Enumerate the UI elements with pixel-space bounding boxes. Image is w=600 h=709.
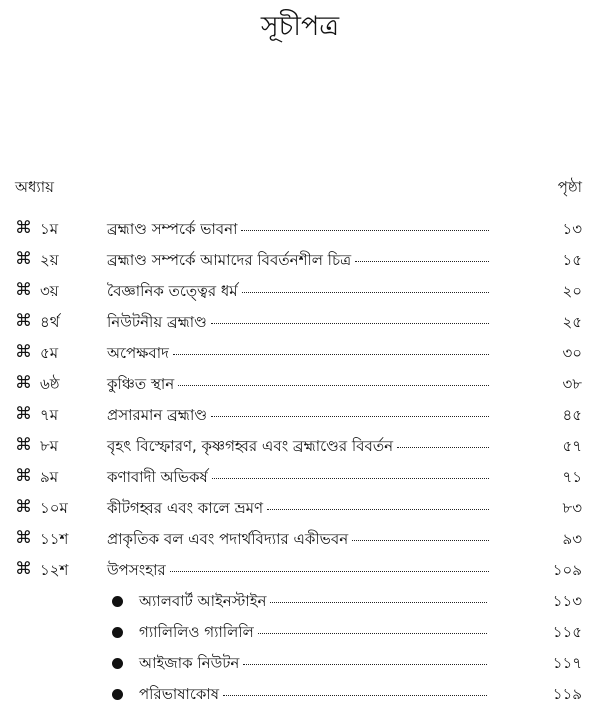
chapter-page: ১০৯	[552, 561, 582, 579]
chapter-number: ৪র্থ	[40, 313, 60, 331]
chapter-symbol: ⌘	[15, 249, 32, 269]
dot-leader	[397, 447, 489, 448]
appendix-entry	[139, 653, 487, 673]
dot-leader	[212, 478, 489, 479]
chapter-page: ৩০	[562, 344, 582, 362]
toc-row-appendix-4	[0, 678, 600, 709]
chapter-entry	[107, 529, 489, 549]
page-title: সূচীপত্র	[260, 11, 340, 42]
appendix-title: অ্যালবার্ট আইনস্টাইন	[139, 592, 267, 610]
toc-row-chapter-5	[0, 337, 600, 368]
dot-leader	[355, 261, 489, 262]
chapter-page: ৯৩	[562, 530, 582, 548]
chapter-page: ৪৫	[562, 406, 582, 424]
chapter-symbol: ⌘	[15, 528, 32, 548]
toc-row-chapter-6	[0, 368, 600, 399]
chapter-entry	[107, 343, 489, 363]
chapter-title: কণাবাদী অভিকর্ষ	[107, 468, 208, 486]
chapter-page: ৫৭	[562, 437, 582, 455]
appendix-title: গ্যালিলিও গ্যালিলি	[139, 623, 254, 641]
dot-leader	[258, 633, 487, 634]
chapter-entry	[107, 498, 489, 518]
chapter-symbol: ⌘	[15, 466, 32, 486]
chapter-title: কীটগহ্বর এবং কালে ভ্রমণ	[107, 499, 264, 517]
chapter-symbol: ⌘	[15, 404, 32, 424]
toc-row-chapter-1	[0, 213, 600, 244]
chapter-symbol: ⌘	[15, 373, 32, 393]
chapter-page: ৮৩	[562, 499, 582, 517]
chapter-title: নিউটনীয় ব্রহ্মাণ্ড	[107, 313, 207, 331]
chapter-symbol: ⌘	[15, 559, 32, 579]
chapter-symbol: ⌘	[15, 280, 32, 300]
appendix-entry	[139, 622, 487, 642]
toc-row-chapter-4	[0, 306, 600, 337]
toc-row-appendix-2	[0, 616, 600, 647]
dot-leader	[211, 323, 489, 324]
chapter-entry	[107, 281, 489, 301]
chapter-title: প্রাকৃতিক বল এবং পদার্থবিদ্যার একীভবন	[107, 530, 349, 548]
toc-row-chapter-12	[0, 554, 600, 585]
toc-row-appendix-1	[0, 585, 600, 616]
appendix-title: আইজাক নিউটন	[139, 654, 240, 672]
bullet-icon	[112, 658, 123, 669]
chapter-entry	[107, 436, 489, 456]
chapter-title: অপেক্ষবাদ	[107, 344, 169, 362]
chapter-column-header: অধ্যায়	[15, 178, 54, 196]
toc-row-chapter-2	[0, 244, 600, 275]
chapter-number: ৮ম	[40, 437, 59, 455]
chapter-entry	[107, 560, 489, 580]
chapter-symbol: ⌘	[15, 311, 32, 331]
dot-leader	[242, 292, 489, 293]
dot-leader	[178, 385, 489, 386]
chapter-title: বৈজ্ঞানিক তত্ত্বের ধর্ম	[107, 282, 238, 300]
chapter-symbol: ⌘	[15, 435, 32, 455]
appendix-page: ১১৭	[552, 654, 582, 672]
chapter-entry	[107, 250, 489, 270]
chapter-title: ব্রহ্মাণ্ড সম্পর্কে ভাবনা	[107, 220, 238, 238]
appendix-page: ১১৯	[552, 685, 582, 703]
chapter-entry	[107, 374, 489, 394]
chapter-title: কুঞ্চিত স্থান	[107, 375, 175, 393]
chapter-page: ২০	[562, 282, 582, 300]
dot-leader	[267, 509, 489, 510]
toc-row-chapter-9	[0, 461, 600, 492]
toc-row-chapter-11	[0, 523, 600, 554]
chapter-number: ৬ষ্ঠ	[40, 375, 60, 393]
dot-leader	[211, 416, 489, 417]
chapter-title: ব্রহ্মাণ্ড সম্পর্কে আমাদের বিবর্তনশীল চিত্র	[107, 251, 352, 269]
chapter-entry	[107, 312, 489, 332]
toc-row-chapter-7	[0, 399, 600, 430]
appendix-page: ১১৩	[552, 592, 582, 610]
toc-list	[0, 213, 600, 709]
dot-leader	[352, 540, 489, 541]
chapter-entry	[107, 467, 489, 487]
dot-leader	[241, 230, 489, 231]
chapter-number: ১১শ	[40, 530, 69, 548]
toc-row-chapter-8	[0, 430, 600, 461]
chapter-number: ৭ম	[40, 406, 59, 424]
dot-leader	[270, 602, 487, 603]
toc-row-chapter-3	[0, 275, 600, 306]
chapter-title: উপসংহার	[107, 561, 166, 579]
dot-leader	[173, 354, 489, 355]
appendix-title: পরিভাষাকোষ	[139, 685, 220, 703]
dot-leader	[170, 571, 489, 572]
chapter-page: ১৫	[562, 251, 582, 269]
chapter-number: ৩য়	[40, 282, 59, 300]
dot-leader	[243, 664, 487, 665]
chapter-page: ৭১	[562, 468, 582, 486]
chapter-number: ৯ম	[40, 468, 59, 486]
toc-row-appendix-3	[0, 647, 600, 678]
chapter-symbol: ⌘	[15, 497, 32, 517]
appendix-page: ১১৫	[552, 623, 582, 641]
chapter-page: ২৫	[562, 313, 582, 331]
page-column-header: পৃষ্ঠা	[557, 178, 582, 196]
appendix-entry	[139, 591, 487, 611]
dot-leader	[223, 695, 487, 696]
chapter-number: ২য়	[40, 251, 59, 269]
bullet-icon	[112, 627, 123, 638]
chapter-number: ১০ম	[40, 499, 68, 517]
bullet-icon	[112, 689, 123, 700]
chapter-page: ১৩	[562, 220, 582, 238]
chapter-page: ৩৮	[562, 375, 582, 393]
chapter-title: বৃহৎ বিস্ফোরণ, কৃষ্ণগহ্বর এবং ব্রহ্মাণ্ডের বিবর্তন	[107, 437, 394, 455]
chapter-entry	[107, 405, 489, 425]
chapter-number: ৫ম	[40, 344, 59, 362]
chapter-symbol: ⌘	[15, 218, 32, 238]
chapter-symbol: ⌘	[15, 342, 32, 362]
chapter-entry	[107, 219, 489, 239]
chapter-title: প্রসারমান ব্রহ্মাণ্ড	[107, 406, 208, 424]
appendix-entry	[139, 684, 487, 704]
chapter-number: ১ম	[40, 220, 59, 238]
toc-row-chapter-10	[0, 492, 600, 523]
bullet-icon	[112, 596, 123, 607]
chapter-number: ১২শ	[40, 561, 69, 579]
